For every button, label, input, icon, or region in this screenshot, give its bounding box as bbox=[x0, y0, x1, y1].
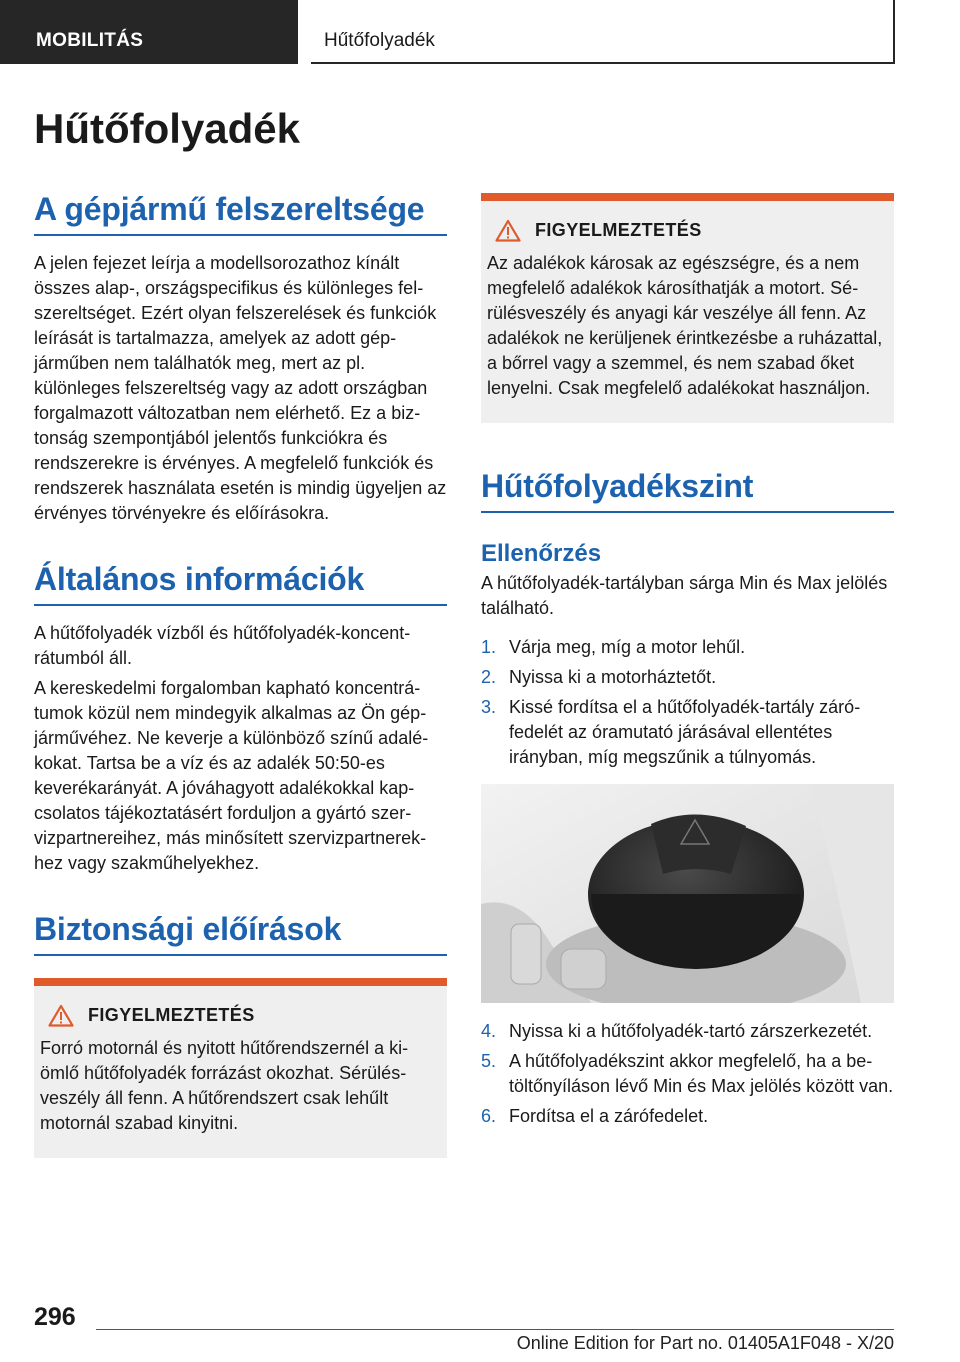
footer-edition: Online Edition for Part no. 01405A1F048 - X/20 bbox=[516, 1333, 894, 1353]
list-item: 2. Nyissa ki a motorháztetőt. bbox=[481, 667, 717, 687]
additive-warning-text: Az adalékok károsak az egészségre, és a nem megfelelő adalékok károsíthatják a motort. Sérülésveszély és anyagi kár veszélye áll fenn. Az adalékok ne kerüljenek érintkezésbe a ruházattal, a bőrrel vagy a szemmel, és nem szabad őket lenyelni. Csak megfelelő adalékokat használjon. bbox=[487, 253, 883, 398]
level-heading: Hűtőfolyadékszint bbox=[481, 467, 894, 513]
header-section: MOBILITÁS bbox=[0, 0, 298, 64]
safety-heading: Biztonsági előírások bbox=[34, 910, 447, 956]
footer-divider bbox=[96, 1329, 894, 1330]
list-item: 5. A hűtőfolyadékszint akkor megfelelő, ha a betöltőnyíláson lévő Min és Max jelölés között van. bbox=[481, 1051, 894, 1096]
additive-warning-box bbox=[481, 193, 894, 423]
list-item: 1. Várja meg, míg a motor lehűl. bbox=[481, 637, 746, 657]
page-number: 296 bbox=[34, 1303, 76, 1331]
general-paragraph-2: A kereskedelmi forgalomban kapható koncentrátumok közül nem mindegyik alkalmas az Ön gépjárművéhez. Ne keverje a különböző színű adalékokat. Tartsa be a víz és az adalék 50:50-es keverékarányát. A jóváhagyott adalékokkal kapcsolatos tájékoztatásért forduljon a gyártó szervizpartnereihez, más minősített szervizpartnerekhez vagy szakműhelyekhez. bbox=[34, 678, 429, 873]
general-paragraph-1: A hűtőfolyadék vízből és hűtőfolyadék-koncentrátumból áll. bbox=[34, 623, 411, 668]
warning-triangle-icon bbox=[48, 1004, 74, 1027]
level-intro: A hűtőfolyadék-tartályban sárga Min és Max jelölés található. bbox=[481, 573, 888, 618]
check-subheading: Ellenőrzés bbox=[481, 540, 602, 567]
list-item: 6. Fordítsa el a zárófedelet. bbox=[481, 1106, 709, 1126]
left-column bbox=[34, 190, 447, 1158]
safety-warning-header bbox=[48, 1004, 437, 1027]
right-column bbox=[481, 193, 894, 1134]
equipment-text: A jelen fejezet leírja a modellsorozathoz kínált összes alap-, országspecifikus és különleges felszereltséget. Ezért olyan felszerelések és funkciók leírását is tartalmazza, amelyek az adott gépjárműben nem találhatók meg, mert az pl. különleges felszereltség vagy az adott országban forgalmazott változatban nem elérhető. Ez a biztonság szempontjából jelentős funkciókra és rendszerekre is érvényes. A megfelelő funkciók és rendszerek használata esetén is mindig ügyeljen az érvényes törvényekre és előírásokra. bbox=[34, 253, 447, 523]
additive-warning-header bbox=[495, 219, 884, 242]
header-chapter: Hűtőfolyadék bbox=[311, 0, 895, 64]
steps-list-a bbox=[481, 635, 894, 770]
safety-warning-box bbox=[34, 978, 447, 1158]
list-item: 3. Kissé fordítsa el a hűtőfolyadék-tartály zárófedelét az óramutató járásával ellentétes irányban, míg megszűnik a túlnyomás. bbox=[481, 697, 861, 767]
safety-warning-text: Forró motornál és nyitott hűtőrendszernél a kiömlő hűtőfolyadék forrázást okozhat. Sérülésveszély áll fenn. A hűtőrendszert csak lehűlt motornál szabad kinyitni. bbox=[40, 1038, 409, 1133]
list-item: 4. Nyissa ki a hűtőfolyadék-tartó zárszerkezetét. bbox=[481, 1021, 873, 1041]
safety-warning-title: FIGYELMEZTETÉS bbox=[88, 1005, 255, 1025]
general-heading: Általános információk bbox=[34, 560, 447, 606]
page-title: Hűtőfolyadék bbox=[34, 105, 301, 152]
warning-triangle-icon bbox=[495, 219, 521, 242]
steps-list-b bbox=[481, 1019, 894, 1129]
additive-warning-title: FIGYELMEZTETÉS bbox=[535, 220, 702, 240]
coolant-cap-photo bbox=[481, 784, 894, 1003]
equipment-heading: A gépjármű felszereltsége bbox=[34, 190, 447, 236]
